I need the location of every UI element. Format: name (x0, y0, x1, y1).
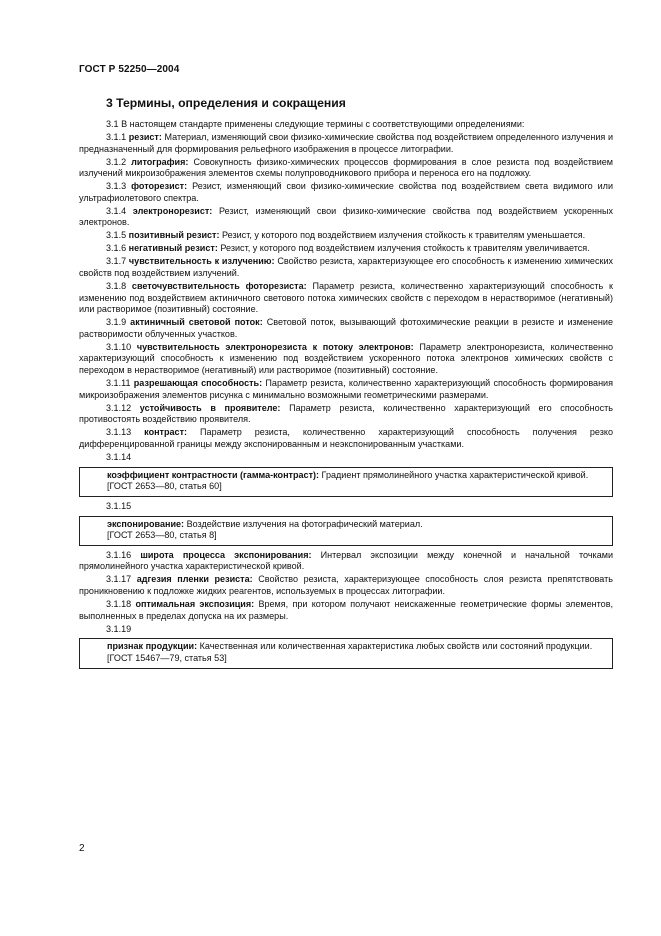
term-definition: Параметр электронорезиста, количественно характеризующий способность к изменению под воздействием ускоренного потока электронов химических свойств с переходом в нерастворимое (негативный) или растворимое (позитивный) состояние. (79, 341, 614, 376)
term-name: чувствительность к излучению: (128, 256, 275, 267)
term-name: литография: (131, 156, 189, 167)
term-number: 3.1.3 (106, 181, 127, 192)
term-name: светочувствительность фоторезиста: (131, 280, 307, 291)
term-definition: Параметр резиста, количественно характеризующий способность формирования микроизображения элементов рисунка с минимально возможными геометрическими размерами. (79, 378, 614, 400)
term-entry (79, 243, 613, 255)
term-name: признак продукции: (107, 641, 198, 652)
term-entry (79, 574, 613, 597)
term-number: 3.1.13 (106, 427, 132, 438)
term-definition: Резист, изменяющий свои физико-химические свойства под воздействием ускоренных электронов. (79, 205, 614, 228)
term-number: 3.1.7 (106, 256, 127, 267)
term-number: 3.1.4 (106, 205, 127, 216)
term-number: 3.1.14 (106, 451, 132, 462)
term-name: негативный резист: (128, 243, 218, 254)
term-definition: Резист, изменяющий свои физико-химические свойства под воздействием света видимого или ультрафиолетового спектра. (79, 181, 614, 203)
term-name: адгезия пленки резиста: (136, 574, 253, 585)
term-definition: Интервал экспозиции между конечной и начальной точками прямолинейного участка характеристической кривой. (79, 549, 614, 572)
term-definition: Качественная или количественная характеристика любых свойств или состояний продукции. (199, 641, 593, 652)
source-reference: [ГОСТ 15467—79, статья 53] (107, 652, 227, 663)
term-entry (79, 427, 613, 450)
term-definition: Резист, у которого под воздействием излучения стойкость к травителям уменьшается. (222, 230, 586, 241)
term-definition: Свойство резиста, характеризующее его способность к изменению химических свойств под воздействием излучений. (79, 256, 614, 278)
source-reference: [ГОСТ 2653—80, статья 8] (107, 530, 217, 541)
term-definition: Параметр резиста, количественно характеризующий способность к изменению под воздействием актиничного светового потока химических свойств с переходом в нерастворимое (негативный) или растворимое (позитивный) состояние. (79, 280, 613, 315)
term-entry (79, 403, 613, 426)
term-number: 3.1.11 (106, 378, 131, 389)
boxed-term-text (89, 470, 604, 482)
source-reference: [ГОСТ 2653—80, статья 60] (107, 481, 222, 492)
term-entry (79, 206, 613, 229)
boxed-term-text (89, 519, 604, 531)
term-number: 3.1.15 (106, 500, 132, 511)
term-entry (79, 599, 613, 622)
term-number: 3.1.6 (106, 243, 127, 254)
term-number: 3.1.8 (106, 280, 127, 291)
term-number: 3.1.17 (106, 574, 132, 585)
term-entry (79, 181, 613, 204)
term-entry (79, 157, 613, 180)
term-name: оптимальная экспозиция: (135, 599, 255, 610)
term-name: чувствительность электронорезиста к потоку электронов: (136, 341, 414, 352)
term-number: 3.1.9 (106, 317, 127, 328)
term-entry (79, 342, 613, 377)
term-name: широта процесса экспонирования: (140, 549, 312, 560)
intro-paragraph: 3.1 В настоящем стандарте применены следующие термины с соответствующими определениями: (106, 119, 525, 129)
term-name: электронорезист: (132, 205, 213, 216)
term-number: 3.1.2 (106, 156, 127, 167)
term-entry (79, 317, 613, 340)
term-entry (79, 132, 613, 155)
terms-list (79, 132, 613, 451)
term-number: 3.1.12 (106, 402, 132, 413)
term-definition: Совокупность физико-химических процессов формирования в слое резиста под воздействием излучений микроизображения элементов схемы полупроводникового прибора и переноса его на подложку. (79, 156, 614, 179)
boxed-term (79, 638, 613, 668)
term-number: 3.1.18 (106, 599, 132, 610)
document-body (79, 119, 613, 673)
term-name: устойчивость в проявителе: (139, 402, 281, 413)
term-name: разрешающая способность: (133, 378, 263, 389)
term-definition: Градиент прямолинейного участка характеристической кривой. (321, 469, 589, 480)
terms-list (79, 550, 613, 623)
term-definition: Параметр резиста, количественно характеризующий его способность противостоять воздействию проявителя. (79, 402, 613, 425)
term-definition: Время, при котором получают неискаженные геометрические формы элементов, выполненных в пределах допуска на их размеры. (79, 599, 614, 621)
standard-header: ГОСТ Р 52250—2004 (79, 64, 180, 75)
term-definition: Световой поток, вызывающий фотохимические реакции в резисте и изменение растворимости облученных участков. (79, 317, 614, 339)
term-entry (79, 378, 613, 401)
section-title: 3 Термины, определения и сокращения (106, 96, 346, 110)
boxed-term (79, 467, 613, 497)
boxed-term-text (89, 641, 604, 653)
term-definition: Параметр резиста, количественно характеризующий способность получения резко дифференцированной границы между экспонированным и неэкспонированным участками. (79, 427, 613, 449)
term-number: 3.1.5 (106, 230, 127, 241)
term-number: 3.1.10 (106, 341, 132, 352)
term-number: 3.1.19 (106, 623, 132, 634)
term-entry (79, 230, 613, 242)
term-name: контраст: (144, 427, 188, 438)
term-number: 3.1.1 (106, 131, 127, 142)
term-name: резист: (128, 131, 162, 142)
term-definition: Воздействие излучения на фотографический материал. (186, 518, 423, 529)
term-definition: Свойство резиста, характеризующее способность слоя резиста препятствовать проникновению к подложке жидких реагентов, используемых в процессах литографии. (79, 574, 613, 597)
term-definition: Резист, у которого под воздействием излучения стойкость к травителям увеличивается. (220, 243, 590, 254)
term-entry (79, 256, 613, 279)
term-name: коэффициент контрастности (гамма-контраст): (107, 469, 320, 480)
page-number: 2 (79, 843, 85, 854)
term-number: 3.1.16 (106, 549, 132, 560)
term-name: фоторезист: (131, 181, 188, 192)
boxed-term (79, 516, 613, 546)
term-entry (79, 281, 613, 316)
term-definition: Материал, изменяющий свои физико-химические свойства под воздействием определенного излучения и предназначенный для формирования рельефного изображения в процессе литографии. (79, 131, 614, 154)
term-name: позитивный резист: (128, 230, 220, 241)
term-name: актиничный световой поток: (130, 317, 263, 328)
term-name: экспонирование: (107, 518, 185, 529)
term-entry (79, 550, 613, 573)
